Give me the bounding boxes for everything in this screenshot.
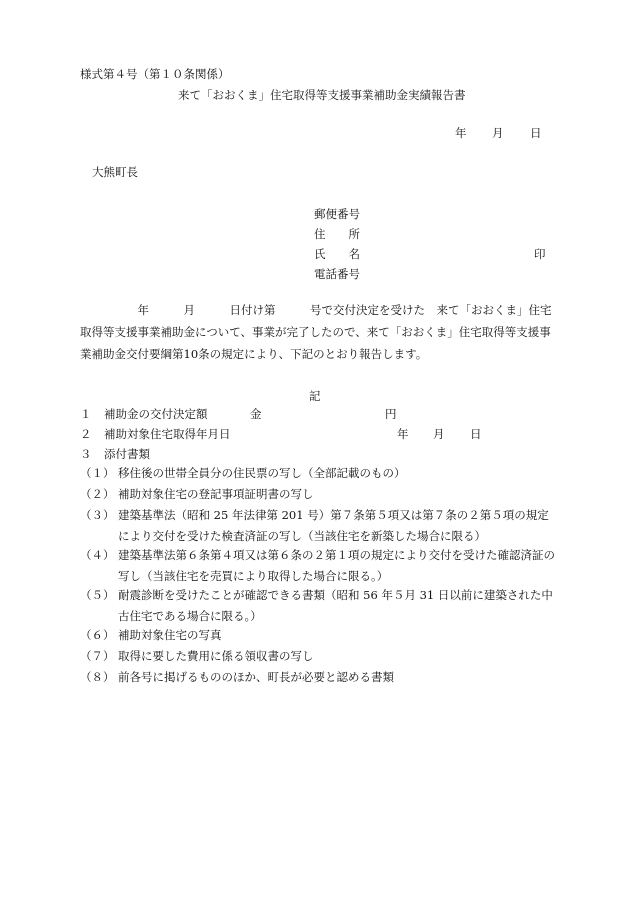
address-label: 住 所 (314, 227, 360, 241)
paragraph-body-text: 号で交付決定を受けた 来て「おおくま」住宅取得等支援事業補助金について、事業が完了したので、来て「おおくま」住宅取得等支援事業補助金交付要綱第10条の規定により、下記のとおり報告します。 (80, 303, 552, 361)
seal-mark: 印 (534, 247, 546, 261)
attachment-6-number: （６） (80, 628, 115, 642)
attachment-7-text: 取得に要した費用に係る領収書の写し (118, 649, 314, 663)
attachment-8-text: 前各号に掲げるもののほか、町長が必要と認める書類 (118, 670, 394, 684)
attachment-3-number: （３） (80, 508, 115, 522)
attachment-5-text: 耐震診断を受けたことが確認できる書類（昭和 56 年５月 31 日以前に建築された中古住宅である場合に限る。） (118, 588, 553, 623)
attachment-8-number: （８） (80, 670, 115, 684)
item1-label: 補助金の交付決定額 (104, 407, 208, 421)
attachment-2-number: （２） (80, 487, 115, 501)
attachment-6-text: 補助対象住宅の写真 (118, 628, 222, 642)
item2-label: 補助対象住宅取得年月日 (104, 427, 231, 441)
item1-kin: 金 (250, 407, 262, 421)
form-label: 様式第４号（第１０条関係） (80, 67, 230, 81)
attachment-4-text: 建築基準法第６条第４項又は第６条の２第１項の規定により交付を受けた確認済証の写し（当該住宅を売買により取得した場合に限る。） (118, 548, 555, 583)
attachment-5-number: （５） (80, 588, 115, 602)
attachment-7-number: （７） (80, 649, 115, 663)
attachment-1-text: 移住後の世帯全員分の住民票の写し（全部記載のもの） (118, 466, 406, 480)
paragraph-indent (80, 303, 138, 317)
item2-day: 日 (470, 427, 482, 441)
phone-label: 電話番号 (314, 267, 360, 281)
paragraph-day-prefix: 日付け第 (229, 303, 276, 317)
date-month-label: 月 (492, 126, 504, 140)
attachment-3-text: 建築基準法（昭和 25 年法律第 201 号）第７条第５項又は第７条の２第５項の規定により交付を受けた検査済証の写し（当該住宅を新築した場合に限る） (118, 508, 549, 543)
item1-yen: 円 (385, 407, 397, 421)
attachment-4-number: （４） (80, 548, 115, 562)
item2-number: ２ (80, 427, 92, 441)
name-label: 氏 名 (314, 247, 360, 261)
postal-code-label: 郵便番号 (314, 207, 360, 221)
item3-label: 添付書類 (104, 447, 150, 461)
document-title: 来て「おおくま」住宅取得等支援事業補助金実績報告書 (178, 88, 466, 102)
paragraph-month: 月 (183, 303, 195, 317)
item3-number: ３ (80, 447, 92, 461)
attachment-2-text: 補助対象住宅の登記事項証明書の写し (118, 487, 314, 501)
addressee: 大熊町長 (92, 165, 138, 179)
date-day-label: 日 (530, 126, 542, 140)
attachment-1-number: （１） (80, 466, 115, 480)
date-year-label: 年 (455, 126, 467, 140)
item1-number: １ (80, 407, 92, 421)
item2-year: 年 (397, 427, 409, 441)
body-paragraph (80, 299, 552, 365)
item2-month: 月 (433, 427, 445, 441)
paragraph-year: 年 (137, 303, 149, 317)
ki-heading: 記 (309, 389, 321, 403)
